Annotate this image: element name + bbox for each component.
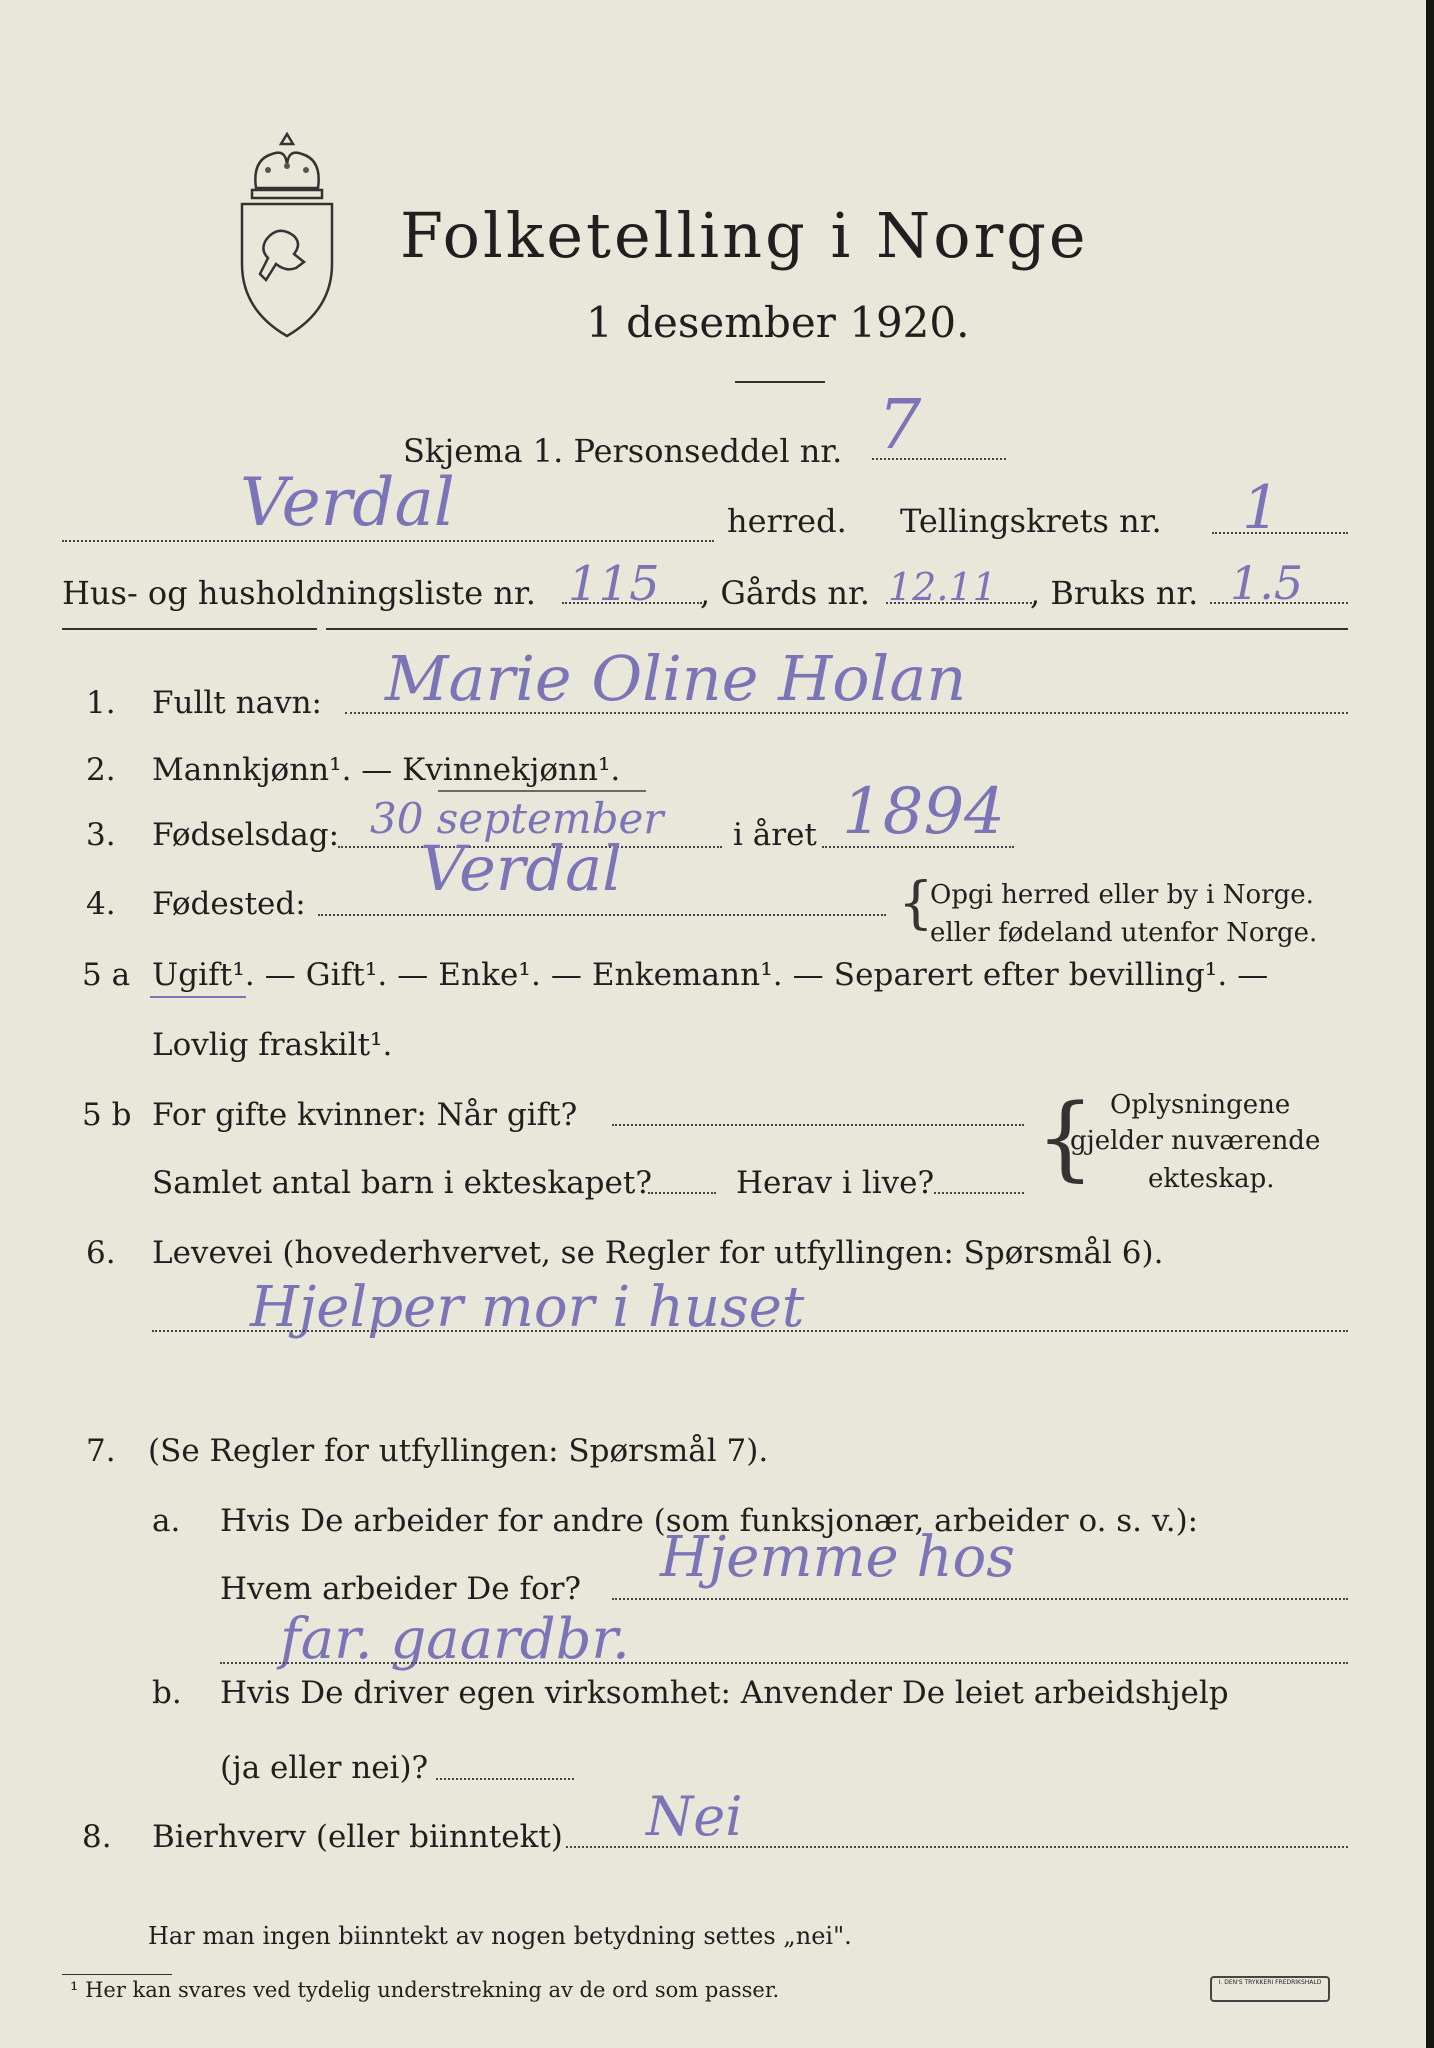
q4-number: 4. [86, 886, 116, 922]
footnote: ¹ Her kan svares ved tydelig understrekning av de ord som passer. [70, 1978, 780, 2002]
q6-dots-line [152, 1330, 1348, 1332]
employer-value-line2: far. gaardbr. [280, 1607, 630, 1672]
q5a-underline-ugift [150, 996, 246, 998]
q7a-dots [612, 1598, 1348, 1600]
bruks-nr-value: 1.5 [1230, 556, 1304, 610]
q6-number: 6. [86, 1235, 116, 1271]
q3-year-label: i året [733, 817, 817, 853]
q7-label: (Se Regler for utfyllingen: Spørsmål 7). [148, 1433, 769, 1469]
q2-underline-kvinne [438, 790, 646, 792]
q5b-live-label: Herav i live? [736, 1165, 935, 1201]
herred-value: Verdal [240, 464, 455, 541]
q5b-dots [612, 1124, 1024, 1126]
occupation-value: Hjelper mor i huset [250, 1275, 805, 1340]
schema-label: Skjema 1. Personseddel nr. [403, 432, 843, 470]
q8-number: 8. [82, 1819, 112, 1855]
q3-number: 3. [86, 817, 116, 853]
tellingskrets-nr-value: 1 [1242, 473, 1281, 543]
coat-of-arms-icon [228, 128, 346, 340]
q5a-line2: Lovlig fraskilt¹. [152, 1027, 393, 1063]
employer-value-line1: Hjemme hos [660, 1525, 1016, 1590]
q7a-label: Hvis De arbeider for andre (som funksjonær, arbeider o. s. v.): [220, 1503, 1199, 1539]
q4-note-line1: Opgi herred eller by i Norge. [930, 880, 1314, 910]
q7a-dots-line2 [220, 1662, 1348, 1664]
q7b-label: Hvis De driver egen virksomhet: Anvender De leiet arbeidshjelp [220, 1675, 1229, 1711]
q7b-number: b. [152, 1675, 182, 1711]
q5b-brace: { [1036, 1084, 1095, 1191]
q5a-label: Ugift¹. — Gift¹. — Enke¹. — Enkemann¹. — Separert efter bevilling¹. — [152, 957, 1269, 993]
q2-number: 2. [86, 752, 116, 788]
gards-nr-value: 12.11 [888, 565, 997, 609]
footnote-rule [62, 1974, 172, 1975]
q1-label: Fullt navn: [152, 685, 322, 721]
q4-dots [318, 914, 886, 916]
birth-day-value: 30 september [370, 794, 664, 843]
header-rule-right [326, 628, 1348, 630]
gards-label: , Gårds nr. [700, 574, 870, 612]
q4-note-line2: eller fødeland utenfor Norge. [930, 918, 1318, 948]
side-income-value: Nei [646, 1785, 743, 1848]
q4-brace: { [898, 871, 934, 936]
q1-number: 1. [86, 685, 116, 721]
q7a-line2: Hvem arbeider De for? [220, 1571, 582, 1607]
q7b-line2: (ja eller nei)? [220, 1750, 429, 1786]
q5b-note-line1: Oplysningene [1110, 1090, 1291, 1120]
q5b-live-dots [934, 1192, 1024, 1194]
q5b-children-dots [648, 1192, 716, 1194]
footer-note: Har man ingen biinntekt av nogen betydning settes „nei". [148, 1922, 852, 1950]
q5b-label: For gifte kvinner: Når gift? [152, 1097, 578, 1133]
birthplace-value: Verdal [420, 832, 622, 905]
q2-label: Mannkjønn¹. — Kvinnekjønn¹. [152, 752, 621, 788]
herred-label: herred. [727, 502, 847, 540]
q5b-note-line3: ekteskap. [1148, 1164, 1275, 1194]
q4-label: Fødested: [152, 886, 306, 922]
q5b-number: 5 b [82, 1097, 132, 1133]
birth-year-value: 1894 [842, 775, 1005, 849]
printer-stamp: I. DEN'S TRYKKERI FREDRIKSHALD [1210, 1976, 1330, 2002]
header-rule-left [62, 628, 317, 630]
q5b-note-line2: gjelder nuværende [1070, 1126, 1321, 1156]
personseddel-nr-value: 7 [878, 386, 922, 465]
q5a-number: 5 a [82, 957, 131, 993]
q8-label: Bierhverv (eller biinntekt) [152, 1819, 563, 1855]
q3-label: Fødselsdag: [152, 817, 340, 853]
q7-number: 7. [86, 1433, 116, 1469]
husholdningsliste-nr-value: 115 [568, 556, 660, 612]
q7a-number: a. [152, 1503, 181, 1539]
form-date: 1 desember 1920. [586, 298, 970, 347]
form-title: Folketelling i Norge [400, 199, 1089, 272]
tellingskrets-label: Tellingskrets nr. [900, 502, 1162, 540]
title-divider [735, 381, 825, 383]
bruks-label: , Bruks nr. [1030, 574, 1199, 612]
q6-label: Levevei (hovederhvervet, se Regler for utfyllingen: Spørsmål 6). [152, 1235, 1164, 1271]
q5b-line2: Samlet antal barn i ekteskapet? [152, 1165, 652, 1201]
q7b-dots [436, 1778, 574, 1780]
hus-label: Hus- og husholdningsliste nr. [62, 574, 536, 612]
full-name-value: Marie Oline Holan [385, 642, 967, 715]
